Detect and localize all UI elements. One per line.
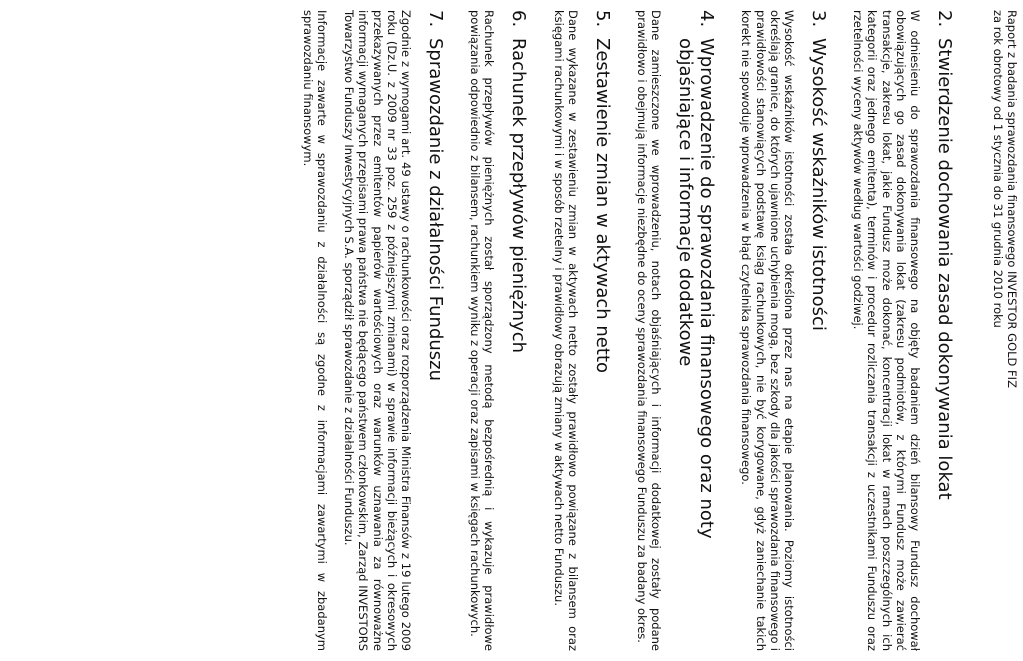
section-number: 4. [696,10,718,28]
section-paragraph: Wysokość wskaźników istotności została określona przez nas na etapie planowania. Poziomy istotności określają granice, do których ujawnione uchybienia mogą, bez szkody dla jakości sprawozdania finansowego i prawidłowości stanowiących podstawę ksiąg rachunkowych, nie być korygowane, gdyż zaniechanie takich korekt nie spowoduje wprowadzenia w błąd czytelnika sprawozdania finansowego. [739,10,796,651]
section-heading [808,10,829,651]
section-paragraph: Rachunek przepływów pieniężnych został sporządzony metodą bezpośrednią i wykazuje prawidłowe powiązania odpowiednio z bilansem, rachunkiem wyniku z operacji oraz zapisami w księgach rachunkowych. [468,10,497,651]
section-number: 3. [807,10,829,28]
running-header [991,10,1019,651]
section-title: Wprowadzenie do sprawozdania finansowego oraz noty objaśniające i informacje dodatkowe [675,38,718,539]
section-paragraph: W odniesieniu do sprawozdania finansowego na objęty badaniem dzień bilansowy Fundusz dochował obowiązujących go zasad dokonywania lokat (zakresu podmiotów, z którymi Fundusz może zawierać transakcje, zakresu lokat, jakie Fundusz może dokonać, koncentracji lokat w ramach poszczególnych ich kategorii oraz jednego emitenta), terminów i procedur rozliczania transakcji z uczestnikami Funduszu oraz rzetelności wyceny aktywów według wartości godziwej. [851,10,922,651]
section-7 [301,10,446,651]
section-6 [468,10,529,651]
section-2 [851,10,955,651]
section-heading [675,10,717,651]
section-title: Stwierdzenie dochowania zasad dokonywania lokat [934,38,955,500]
section-paragraph: Dane wykazane w zestawieniu zmian w aktywach netto zostały prawidłowo powiązane z bilansem oraz księgami rachunkowymi i w sposób rzetelny i prawidłowy obrazują zmiany w aktywach netto Funduszu. [551,10,580,651]
section-paragraph: Dane zamieszczone we wprowadzeniu, notach objaśniających i informacji dodatkowej zostały podane prawidłowo i obejmują informacje niezbędne do oceny sprawozdania finansowego Funduszu za badany okres. [634,10,664,651]
section-heading [425,10,446,651]
section-title: Rachunek przepływów pieniężnych [508,38,530,353]
section-number: 5. [591,10,613,28]
section-title: Sprawozdanie z działalności Funduszu [424,38,446,382]
header-report-period: za rok obrotowy od 1 stycznia do 31 grudnia 2010 roku [991,10,1005,328]
section-5 [551,10,612,651]
header-report-title: Raport z badania sprawozdania finansowego INVESTOR GOLD FIZ [1005,10,1019,388]
section-paragraph: Zgodnie z wymogami art. 49 ustawy o rachunkowości oraz rozporządzenia Ministra Finansów z 19 lutego 2009 roku (Dz.U. z 2009 nr 33 poz. 259 z późniejszymi zmianami) w sprawie informacji bieżących i okresowych przekazywanych przez emitentów papierów wartościowych oraz warunków uznawania za równoważne informacji wymaganych przepisami prawa państwa nie będącego państwem członkowskim, Zarząd INVESTORS Towarzystwo Funduszy Inwestycyjnych S.A. sporządził sprawozdanie z działalności Funduszu. [342,10,413,651]
section-title: Wysokość wskaźników istotności [807,38,829,331]
section-4 [635,10,717,651]
section-number: 7. [424,10,446,28]
section-number: 2. [934,10,955,28]
section-heading [592,10,613,651]
section-heading [934,10,955,651]
section-number: 6. [508,10,530,28]
section-heading [508,10,529,651]
section-title: Zestawienie zmian w aktywach netto [591,38,613,374]
section-3 [739,10,829,651]
section-paragraph: Informacje zawarte w sprawozdaniu z działalności są zgodne z informacjami zawartymi w zbadanym sprawozdaniu finansowym. [300,10,329,651]
